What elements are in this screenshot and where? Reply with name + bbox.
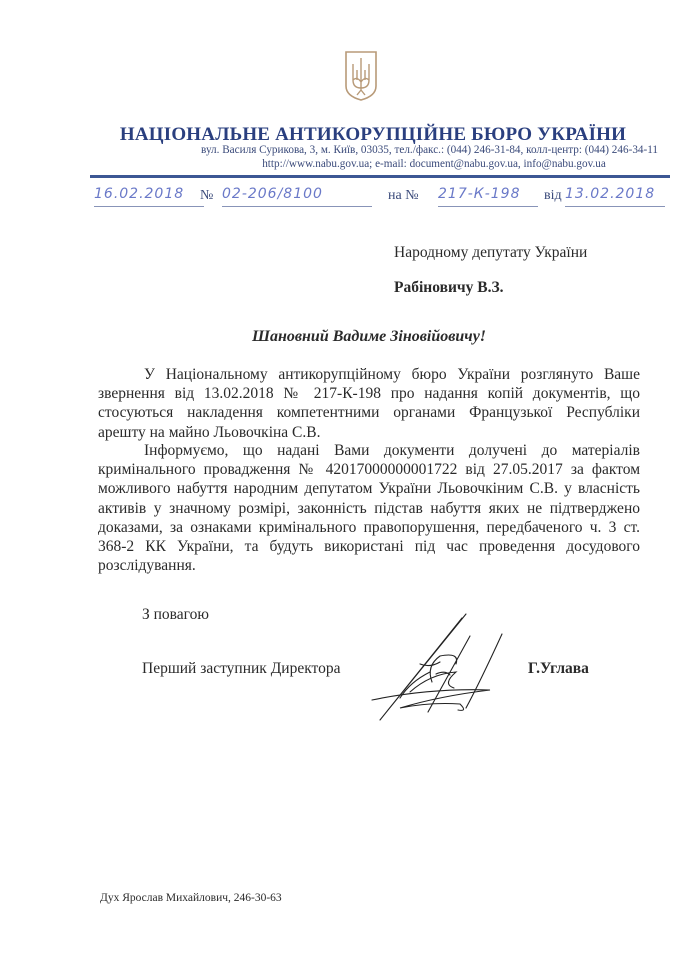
outgoing-number: 02-206/8100 [222,186,372,207]
addressee-name: Рабіновичу В.З. [394,279,504,296]
org-contacts: http://www.nabu.gov.ua; e-mail: document@nabu.gov.ua, info@nabu.gov.ua [262,158,606,170]
incoming-date-label: від [544,188,562,203]
salutation: Шановний Вадиме Зіновійовичу! [251,328,487,345]
addressee-title: Народному депутату України [394,244,588,261]
handwritten-signature-icon [370,612,530,722]
signer-title: Перший заступник Директора [142,660,341,677]
incoming-number-label: на № [388,188,419,203]
signer-name: Г.Углава [528,660,589,677]
outgoing-date: 16.02.2018 [94,186,204,207]
outgoing-number-label: № [200,188,214,203]
body-paragraph: Інформуємо, що надані Вами документи долучені до матеріалів кримінального провадження № 42017000000001722 від 27.05.2017 за фактом можливого набуття народним депутатом України Льовочкіним С.В. у власність активів у значному розмірі, законність підстав набуття яких не підтверджено доказами, за ознаками кримінального правопорушення, передбаченого ч. 3 ст. 368-2 КК України, та будуть використані під час проведення досудового розслідування. [98,442,640,575]
trident-coat-of-arms-icon [344,50,378,102]
incoming-date: 13.02.2018 [565,186,665,207]
org-name: НАЦІОНАЛЬНЕ АНТИКОРУПЦІЙНЕ БЮРО УКРАЇНИ [119,124,627,145]
executor-contact: Дух Ярослав Михайлович, 246-30-63 [100,892,282,904]
closing: З повагою [142,606,209,623]
org-address: вул. Василя Сурикова, 3, м. Київ, 03035, тел./факс.: (044) 246-31-84, колл-центр: (044) 246-34-11 [201,144,658,156]
header-divider [90,175,670,178]
body-paragraph: У Національному антикорупційному бюро України розглянуто Ваше звернення від 13.02.2018 № 217-К-198 про надання копій документів, що стосуються накладення компетентними органами Французької Республіки арешту на майно Льовочкіна С.В. [98,366,640,441]
incoming-number: 217-К-198 [438,186,538,207]
